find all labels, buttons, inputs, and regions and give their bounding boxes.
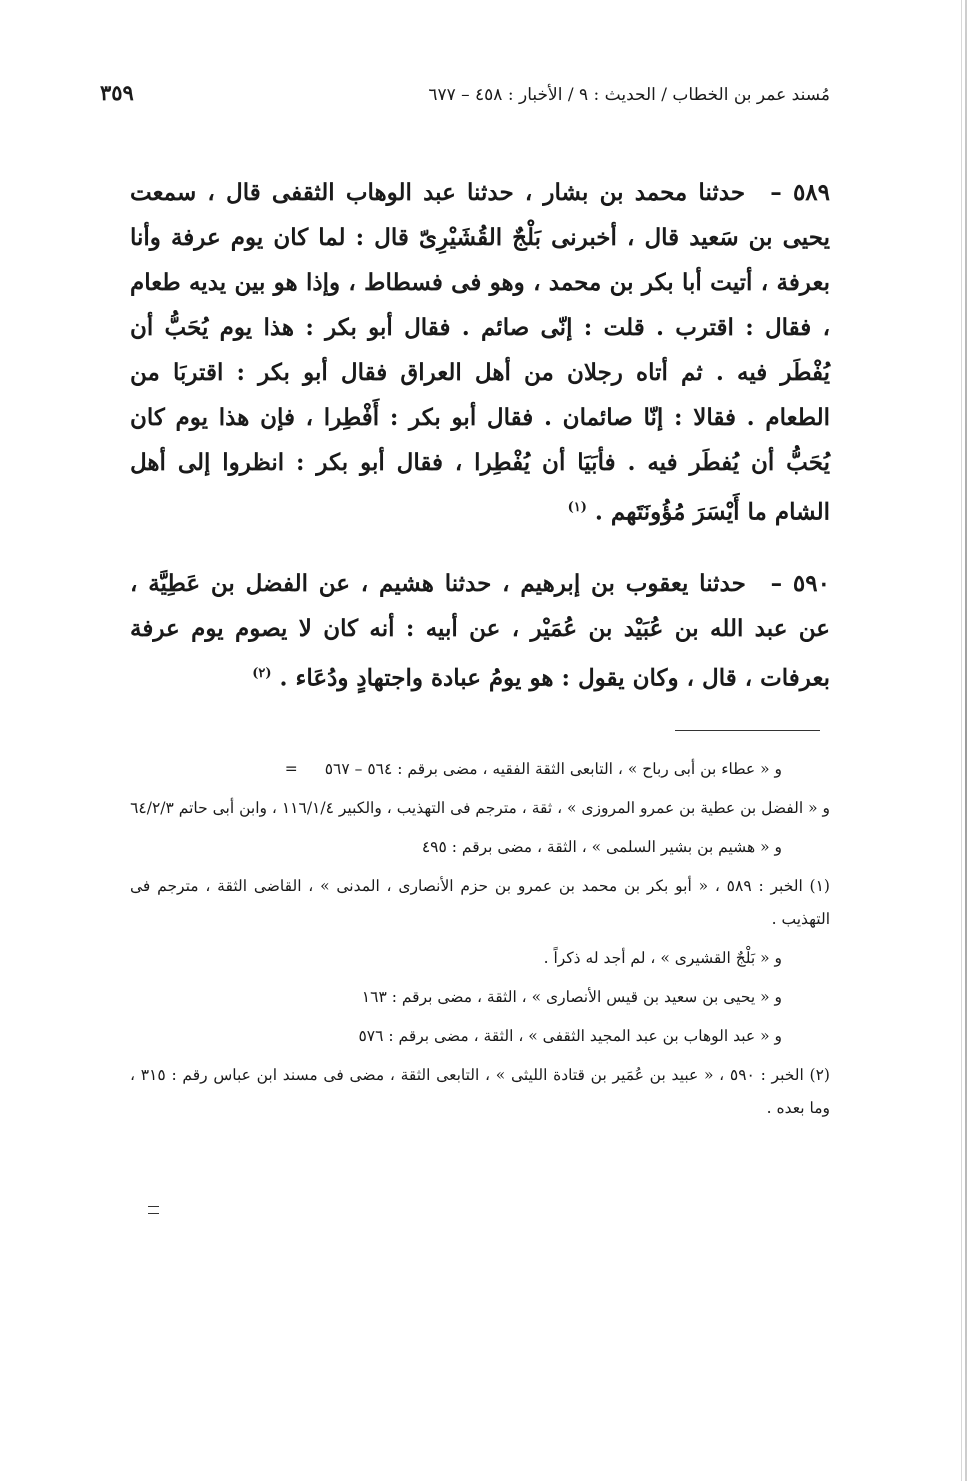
- continued-next-page-mark: [148, 1206, 159, 1214]
- footnote-ref: (١): [567, 500, 587, 515]
- footnote-text: و « عبد الوهاب بن عبد المجيد الثقفى » ، الثقة ، مضى برقم : ٥٧٦: [358, 1027, 782, 1046]
- hadith-entry-590: [130, 561, 830, 701]
- entry-number: ٥٩٠ –: [770, 569, 830, 597]
- footnote-line: [130, 942, 830, 975]
- scan-page-edge: [965, 0, 967, 1481]
- footnote-line: [130, 1020, 830, 1053]
- footnote-text: و « هشيم بن بشير السلمى » ، الثقة ، مضى برقم : ٤٩٥: [421, 838, 782, 857]
- running-title: مُسند عمر بن الخطاب / الحديث : ٩ / الأخبار : ٤٥٨ – ٦٧٧: [428, 85, 830, 105]
- footnote-ref: (٢): [252, 665, 272, 681]
- footnote-text: و « بَلْجٌ القشيرى » ، لم أجد له ذكراً .: [543, 949, 782, 968]
- footnote-text: (١) الخبر : ٥٨٩ ، « أبو بكر بن محمد بن عمرو بن حزم الأنصارى ، المدنى » ، القاضى الثقة ، مترجم فى التهذيب .: [130, 877, 830, 929]
- footnote-text: و « عطاء بن أبى رباح » ، التابعى الثقة الفقيه ، مضى برقم : ٥٦٤ – ٥٦٧: [324, 760, 782, 779]
- running-header: [100, 80, 830, 120]
- continuation-mark: =: [284, 760, 298, 779]
- footnote-line: [130, 792, 830, 825]
- footnote-line: [130, 870, 830, 936]
- footnote-line: [130, 1059, 830, 1125]
- footnote-line: [130, 981, 830, 1014]
- book-page: [100, 80, 831, 1131]
- footnote-line: [130, 753, 830, 786]
- footnote-text: و « يحيى بن سعيد بن قيس الأنصارى » ، الثقة ، مضى برقم : ١٦٣: [361, 988, 782, 1007]
- entry-text: حدثنا محمد بن بشار ، حدثنا عبد الوهاب الثقفى قال ، سمعت يحيى بن سَعيد قال ، أخبرنى بَلْجٌ القُشَيْرِىّ قال : لما كان يوم عرفة وأنا بعرفة ، أتيت أبا بكر بن محمد ، وهو فى فسطاط ، وإذا هو بين يديه طعام ، فقال : اقترب . قلت : إنّى صائم . فقال أبو بكر : هذا يوم يُحَبُّ أن يُفْطَر فيه . ثم أتاه رجلان من أهل العراق فقال أبو بكر : اقتربَا من الطعام . فقالا : إنّا صائمان . فقال أبو بكر : أَفْطِرا ، فإن هذا يوم كان يُحَبُّ أن يُفطَر فيه . فأبَيَا أن يُفْطِرا ، فقال أبو بكر : انظروا إلى أهل الشام ما أَيْسَرَ مُؤُونَتَهم .: [130, 179, 830, 526]
- footnote-text: و « الفضل بن عطية بن عمرو المروزى » ، ثقة ، مترجم فى التهذيب ، والكبير ١١٦/١/٤ ، وابن أبى حاتم ٦٤/٢/٣: [130, 799, 830, 818]
- scan-page-edge-inner: [961, 0, 962, 1481]
- hadith-entry-589: [130, 170, 830, 535]
- entry-number: ٥٨٩ –: [770, 179, 831, 206]
- entry-text: حدثنا يعقوب بن إبرهيم ، حدثنا هشيم ، عن الفضل بن عَطِيَّة ، عن عبد الله بن عُبَيْد بن عُمَيْر ، عن أبيه : أنه كان لا يصوم يوم عرفة بعرفات ، قال ، وكان يقول : هو يومُ عبادة واجتهادٍ ودُعَاء .: [130, 569, 830, 692]
- page-number: ٣٥٩: [100, 80, 134, 105]
- footnote-line: [130, 831, 830, 864]
- footnote-text: (٢) الخبر : ٥٩٠ ، « عبيد بن عُمَير بن قتادة الليثى » ، التابعى الثقة ، مضى فى مسند ابن عباس رقم : ٣١٥ ، وما بعده .: [130, 1066, 830, 1118]
- footnotes: [130, 753, 830, 1125]
- footnote-separator: [675, 730, 820, 731]
